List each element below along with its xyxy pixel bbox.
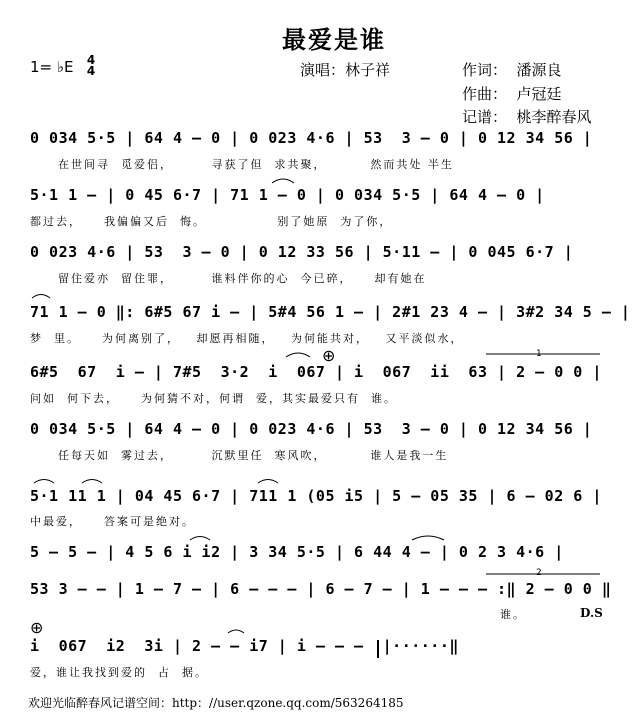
tie-arc — [32, 295, 50, 299]
notation-line-10: i 067 i2 3i | 2 – – i7 | i – – – |······‖ — [30, 637, 459, 655]
notation-line-4: 71 1 – 0 ‖: 6#5 67 i – | 5#4 56 1 – | 2#1 23 4 – | 3#2 34 5 – | — [30, 303, 631, 321]
lyric-line-6: 任每天如 雾过去， 沉默里任 寒风吹， 谁人是我一生 — [58, 449, 449, 462]
volta-1-number: 1 — [536, 349, 542, 359]
notation-line-6: 0 034 5·5 | 64 4 – 0 | 0 023 4·6 | 53 3 – 0 | 0 12 34 56 | — [30, 420, 593, 438]
lyric-line-9: 谁。 — [500, 608, 526, 621]
coda-sign-icon: ⊕ — [30, 618, 44, 637]
lyric-line-2: 都过去， 我偏偏又后 悔。 别了她原 为了你， — [30, 215, 393, 228]
notation-line-9: 53 3 – – | 1 – 7 – | 6 – – – | 6 – 7 – | 1 – – – :‖ 2 – 0 0 ‖ — [30, 580, 612, 598]
key-signature: 1= ♭E — [30, 58, 74, 76]
lyricist-credit: 作词： 潘源良 — [462, 61, 562, 79]
tie-arc — [34, 480, 54, 484]
tie-arc — [412, 536, 444, 540]
notation-line-3: 0 023 4·6 | 53 3 – 0 | 0 12 33 56 | 5·11 – | 0 045 6·7 | — [30, 243, 574, 261]
singer-credit: 演唱：林子祥 — [300, 61, 391, 79]
notation-line-1: 0 034 5·5 | 64 4 – 0 | 0 023 4·6 | 53 3 – 0 | 0 12 34 56 | — [30, 129, 593, 147]
meter-bottom: 4 — [86, 64, 96, 78]
tie-arc — [190, 537, 210, 541]
song-title: 最爱是谁 — [282, 25, 386, 54]
tie-arc — [228, 630, 244, 633]
volta-2-number: 2 — [536, 568, 542, 578]
composer-credit: 作曲： 卢冠廷 — [462, 85, 562, 103]
meter-top: 4 — [86, 53, 96, 67]
dal-segno-mark: D.S — [580, 606, 603, 620]
notation-line-8: 5 – 5 – | 4 5 6 i i2 | 3 34 5·5 | 6 44 4 – | 0 2 3 4·6 | — [30, 543, 564, 561]
notation-line-2: 5·1 1 – | 0 45 6·7 | 71 1 – 0 | 0 034 5·5 | 64 4 – 0 | — [30, 186, 545, 204]
notation-line-7: 5·1 11 1 | 04 45 6·7 | 711 1 (05 i5 | 5 – 05 35 | 6 – 02 6 | — [30, 487, 602, 505]
footer-website-note: 欢迎光临醉春风记谱空间：http：//user.qzone.qq.com/563264185 — [28, 696, 404, 710]
transcriber-credit: 记谱： 桃李醉春风 — [462, 108, 592, 126]
lyric-line-1: 在世间寻 觅爱侣， 寻获了但 求共聚， 然而共处 半生 — [58, 158, 454, 171]
tie-arc — [82, 480, 102, 484]
coda-sign-icon: ⊕ — [322, 346, 336, 365]
lyric-line-4: 梦 里。 为何离别了， 却愿再相随， 为何能共对， 又平淡似水， — [30, 332, 464, 345]
lyric-line-10: 爱，谁让我找到爱的 占 据。 — [30, 666, 208, 679]
tie-arc — [258, 480, 278, 484]
lyric-line-5: 问如 何下去， 为何猜不对，何谓 爱，其实最爱只有 谁。 — [30, 392, 397, 405]
lyric-line-3: 留住爱亦 留住罪， 谁料伴你的心 今已碎， 却有她在 — [58, 272, 427, 285]
tie-arc — [272, 179, 294, 183]
notation-line-5: 6#5 67 i – | 7#5 3·2 i 067 | i 067 ii 63 | 2 – 0 0 | — [30, 363, 602, 381]
tie-arc — [286, 353, 310, 357]
lyric-line-7: 中最爱， 答案可是绝对。 — [30, 515, 195, 528]
